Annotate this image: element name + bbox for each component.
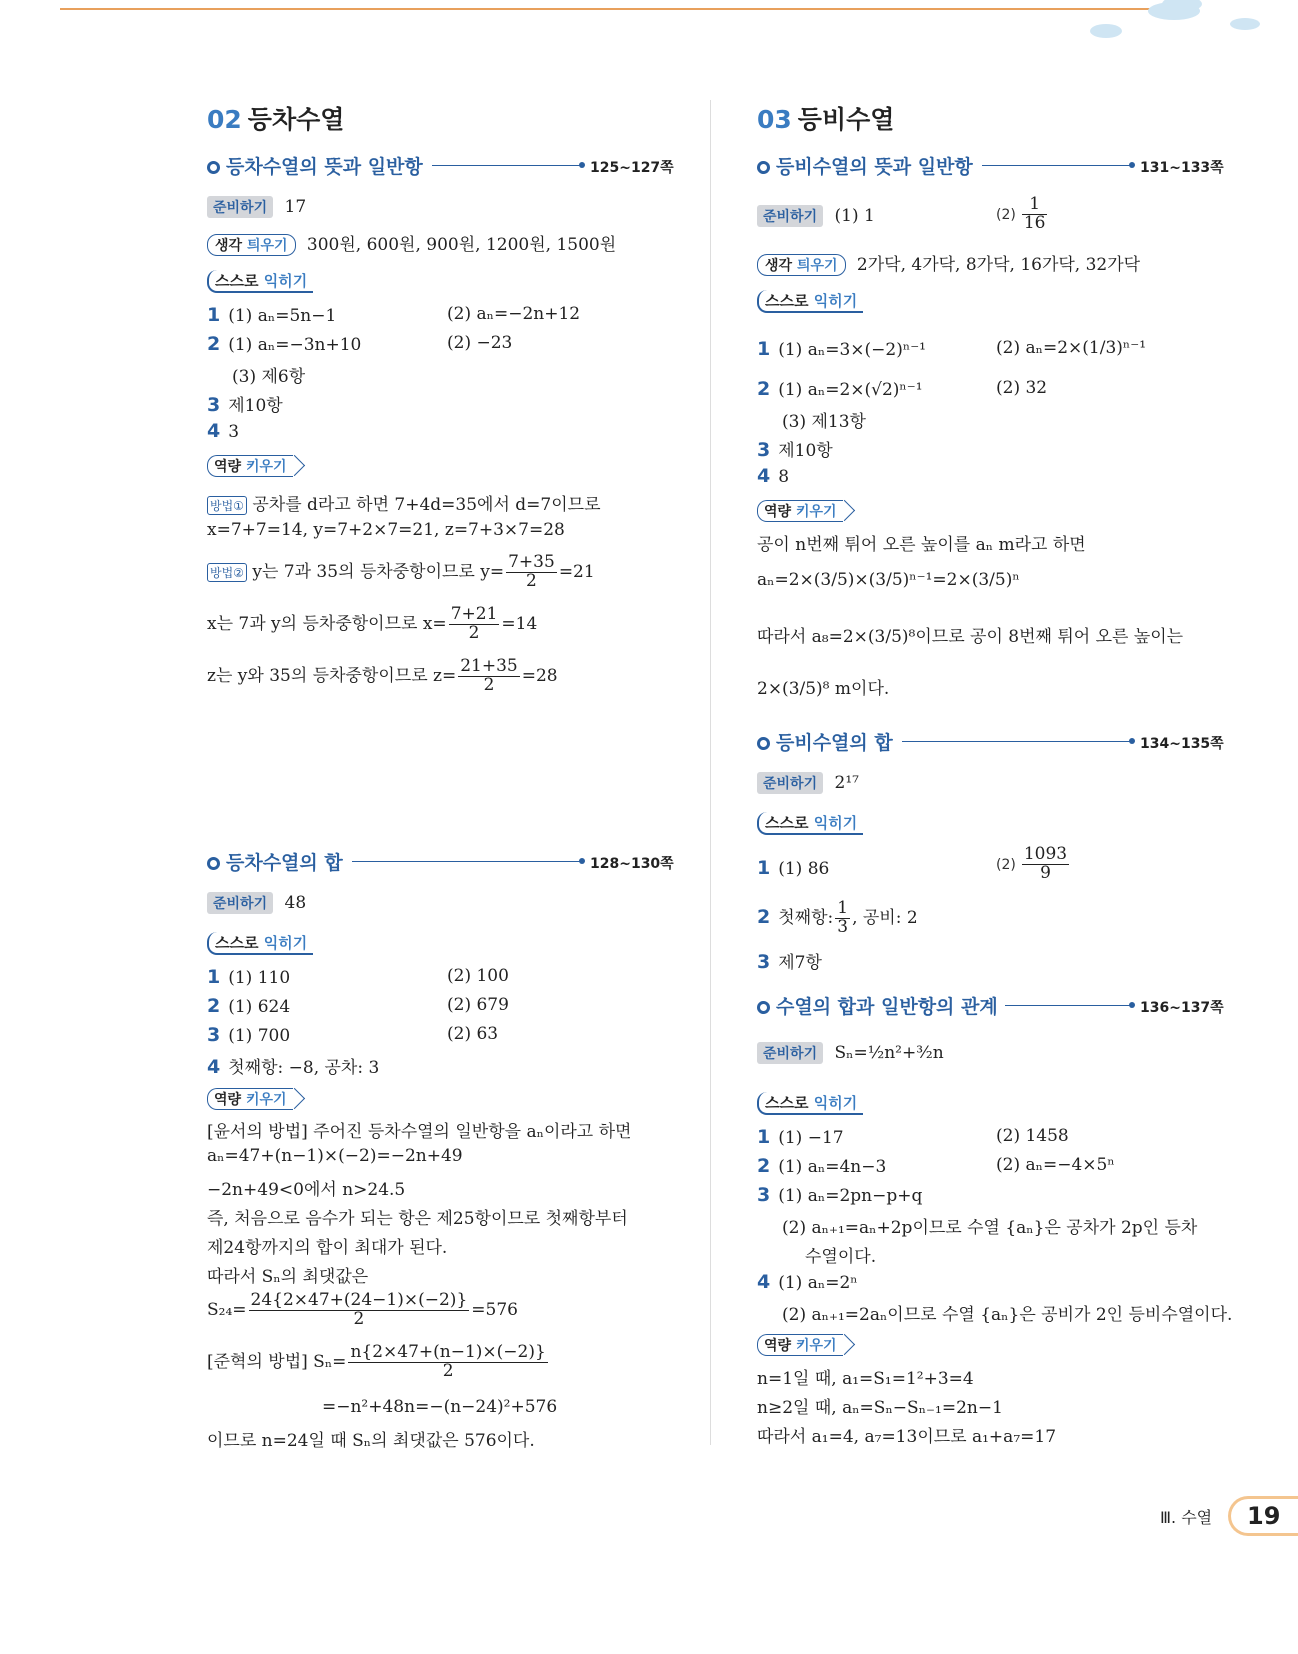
method2-line: 방법② y는 7과 35의 등차중항이므로 y= $\frac{7+35}{2}$ =21 (207, 554, 595, 591)
solution-line: 즉, 처음으로 음수가 되는 항은 제25항이므로 첫째항부터 (207, 1209, 628, 1229)
method1-line2: x=7+7=14, y=7+2×7=21, z=7+3×7=28 (207, 520, 565, 540)
topic-rule (902, 741, 1132, 742)
solution-line: [준혁의 방법] Sₙ= $\frac{n\{2\times 47+(n-1)\times(-2)\}}{2}$ (207, 1342, 546, 1381)
solution-line: n=1일 때, a₁=S₁=1²+3=4 (757, 1369, 974, 1389)
cloud-decoration (1230, 18, 1260, 30)
list-item: 1 (1) −17 (757, 1126, 844, 1148)
topic-title: 등비수열의 뜻과 일반항 (776, 156, 973, 178)
bullet-icon (757, 161, 770, 174)
list-item: (2) aₙ₊₁=2aₙ이므로 수열 {aₙ}은 공비가 2인 등비수열이다. (782, 1305, 1233, 1325)
self-tag: 스스로 익히기 (757, 812, 863, 835)
list-item: 1 (1) 110 (207, 966, 291, 988)
think-value: 300원, 600원, 900원, 1200원, 1500원 (306, 235, 617, 255)
prep-row (207, 196, 306, 218)
list-item: (2) aₙ₊₁=aₙ+2p이므로 수열 {aₙ}은 공차가 2p인 등차 (782, 1218, 1198, 1238)
top-rule (60, 8, 1150, 10)
solution-line: 따라서 a₈=2×(3/5)⁸이므로 공이 8번째 튀어 오른 높이는 (757, 627, 1184, 647)
capability-tag: 역량 키우기 (207, 455, 293, 477)
capability-tag-row (207, 455, 293, 477)
self-tag: 스스로 익히기 (757, 1092, 863, 1115)
capability-tag-row (757, 1334, 843, 1356)
page-number: 19 (1228, 1496, 1298, 1536)
list-item: (2) aₙ=−2n+12 (447, 304, 581, 324)
bullet-icon (207, 857, 220, 870)
self-tag-row (207, 270, 313, 293)
solution-line: 제24항까지의 합이 최대가 된다. (207, 1238, 448, 1258)
self-tag-row (757, 290, 863, 313)
method-tag: 방법① (207, 496, 247, 515)
prep-tag: 준비하기 (207, 892, 273, 914)
think-value: 2가닥, 4가닥, 8가닥, 16가닥, 32가닥 (856, 255, 1141, 275)
solution-line: 이므로 n=24일 때 Sₙ의 최댓값은 576이다. (207, 1431, 535, 1451)
fraction: $\frac{7+35}{2}$ (508, 552, 555, 591)
prep-value-b: (2) $\frac{1}{16}$ (996, 194, 1046, 233)
think-tag: 생각 틔우기 (207, 234, 296, 256)
list-item: 1 (1) 86 (757, 857, 830, 879)
list-item: 1 (1) aₙ=3×(−2)ⁿ⁻¹ (757, 338, 926, 360)
fraction: $\frac{1}{16}$ (1023, 194, 1046, 233)
fraction: $\frac{n\{2\times 47+(n-1)\times(-2)\}}{2}$ (350, 1342, 546, 1381)
list-item: 2 (1) aₙ=−3n+10 (207, 333, 362, 355)
fraction: $\frac{24\{2\times 47+(24-1)\times(-2)\}}{2}$ (250, 1290, 468, 1329)
prep-value: 48 (284, 893, 307, 913)
chapter-label: Ⅲ. 수열 (1160, 1508, 1213, 1527)
list-item: (2) 32 (996, 378, 1048, 398)
section-number: 03 (757, 105, 792, 134)
solution-line: 따라서 Sₙ의 최댓값은 (207, 1267, 369, 1287)
prep-row (757, 772, 859, 794)
topic-rule (352, 861, 582, 862)
list-item: (3) 제13항 (782, 412, 866, 432)
topic-title: 등차수열의 합 (226, 852, 343, 874)
list-item: 4 첫째항: −8, 공차: 3 (207, 1056, 380, 1078)
x-line: x는 7과 y의 등차중항이므로 x= $\frac{7+21}{2}$ =14 (207, 604, 538, 643)
self-tag-row (207, 932, 313, 955)
list-item: (2) $\frac{1093}{9}$ (996, 844, 1068, 883)
method-tag: 방법② (207, 563, 247, 582)
prep-tag: 준비하기 (757, 205, 823, 227)
topic-title: 수열의 합과 일반항의 관계 (776, 996, 998, 1018)
section-name: 등차수열 (247, 105, 345, 134)
solution-line: =−n²+48n=−(n−24)²+576 (322, 1397, 558, 1417)
prep-tag: 준비하기 (757, 1042, 823, 1064)
topic-title: 등차수열의 뜻과 일반항 (226, 156, 423, 178)
fraction: $\frac{1}{3}$ (837, 898, 849, 937)
prep-row (757, 1042, 944, 1064)
list-item: 4 8 (757, 465, 790, 487)
bullet-icon (757, 737, 770, 750)
prep-value: (1) 1 (834, 206, 875, 226)
cloud-decoration (1090, 24, 1122, 38)
section-title-right (757, 100, 894, 136)
solution-line: aₙ=47+(n−1)×(−2)=−2n+49 (207, 1146, 463, 1166)
solution-line: 2×(3/5)⁸ m이다. (757, 679, 890, 699)
topic-heading (757, 152, 973, 179)
think-row (757, 250, 1140, 276)
column-divider (710, 100, 711, 1445)
self-tag: 스스로 익히기 (207, 270, 313, 293)
topic-heading (757, 992, 998, 1019)
capability-tag: 역량 키우기 (757, 500, 843, 522)
fraction: $\frac{21+35}{2}$ (460, 656, 518, 695)
list-item: 3 (1) aₙ=2pn−p+q (757, 1184, 923, 1206)
z-line: z는 y와 35의 등차중항이므로 z= $\frac{21+35}{2}$ =28 (207, 656, 558, 695)
bullet-icon (207, 161, 220, 174)
page-range: 136~137쪽 (1140, 1000, 1224, 1016)
self-tag-row (757, 1092, 863, 1115)
page-range: 131~133쪽 (1140, 160, 1224, 176)
solution-line: S₂₄= $\frac{24\{2\times 47+(24-1)\times(-2)\}}{2}$ =576 (207, 1290, 518, 1329)
list-item: 4 (1) aₙ=2ⁿ (757, 1271, 858, 1293)
topic-rule (1005, 1005, 1132, 1006)
list-item: 3 제7항 (757, 951, 822, 973)
self-tag-row (757, 812, 863, 835)
list-item: 3 (1) 700 (207, 1024, 291, 1046)
capability-tag-row (207, 1088, 293, 1110)
bullet-icon (757, 1001, 770, 1014)
section-title-left (207, 100, 344, 136)
list-item: 2 (1) 624 (207, 995, 291, 1017)
solution-line: [윤서의 방법] 주어진 등차수열의 일반항을 aₙ이라고 하면 (207, 1122, 632, 1142)
page-range: 128~130쪽 (590, 856, 674, 872)
list-item: (2) aₙ=2×(1/3)ⁿ⁻¹ (996, 338, 1147, 358)
topic-title: 등비수열의 합 (776, 732, 893, 754)
capability-tag-row (757, 500, 843, 522)
list-item: (2) 63 (447, 1024, 499, 1044)
prep-tag: 준비하기 (207, 196, 273, 218)
think-tag: 생각 틔우기 (757, 254, 846, 276)
topic-rule (982, 165, 1132, 166)
list-item: 3 제10항 (757, 439, 833, 461)
self-tag: 스스로 익히기 (207, 932, 313, 955)
list-item: (3) 제6항 (232, 367, 306, 387)
prep-row (757, 205, 875, 227)
topic-heading (757, 728, 893, 755)
solution-line: aₙ=2×(3/5)×(3/5)ⁿ⁻¹=2×(3/5)ⁿ (757, 570, 1020, 590)
capability-tag: 역량 키우기 (207, 1088, 293, 1110)
list-item: 수열이다. (805, 1247, 877, 1267)
page-range: 134~135쪽 (1140, 736, 1224, 752)
prep-row (207, 892, 306, 914)
topic-rule (432, 165, 582, 166)
prep-value: 17 (284, 197, 307, 217)
list-item: 2 (1) aₙ=2×(√2)ⁿ⁻¹ (757, 378, 923, 400)
prep-tag: 준비하기 (757, 772, 823, 794)
topic-heading (207, 848, 343, 875)
page-range: 125~127쪽 (590, 160, 674, 176)
capability-tag: 역량 키우기 (757, 1334, 843, 1356)
fraction: $\frac{7+21}{2}$ (450, 604, 498, 643)
think-row (207, 230, 616, 256)
list-item: 3 제10항 (207, 394, 283, 416)
prep-value: 2¹⁷ (834, 773, 859, 793)
list-item: 2 첫째항: $\frac{1}{3}$ , 공비: 2 (757, 898, 918, 937)
self-tag: 스스로 익히기 (757, 290, 863, 313)
list-item: (2) 1458 (996, 1126, 1069, 1146)
list-item: (2) 679 (447, 995, 509, 1015)
fraction: $\frac{1093}{9}$ (1023, 844, 1068, 883)
list-item: (2) aₙ=−4×5ⁿ (996, 1155, 1115, 1175)
section-number: 02 (207, 105, 242, 134)
topic-heading (207, 152, 423, 179)
list-item: 1 (1) aₙ=5n−1 (207, 304, 337, 326)
solution-line: n≥2일 때, aₙ=Sₙ−Sₙ₋₁=2n−1 (757, 1398, 1003, 1418)
list-item: (2) −23 (447, 333, 513, 353)
list-item: 4 3 (207, 420, 240, 442)
prep-value: Sₙ=½n²+³⁄₂n (834, 1043, 944, 1063)
solution-line: 따라서 a₁=4, a₇=13이므로 a₁+a₇=17 (757, 1427, 1057, 1447)
section-name: 등비수열 (797, 105, 895, 134)
list-item: (2) 100 (447, 966, 509, 986)
solution-line: −2n+49<0에서 n>24.5 (207, 1180, 406, 1200)
solution-line: 공이 n번째 튀어 오른 높이를 aₙ m라고 하면 (757, 535, 1086, 555)
list-item: 2 (1) aₙ=4n−3 (757, 1155, 887, 1177)
method1-line1: 방법① 공차를 d라고 하면 7+4d=35에서 d=7이므로 (207, 490, 601, 515)
